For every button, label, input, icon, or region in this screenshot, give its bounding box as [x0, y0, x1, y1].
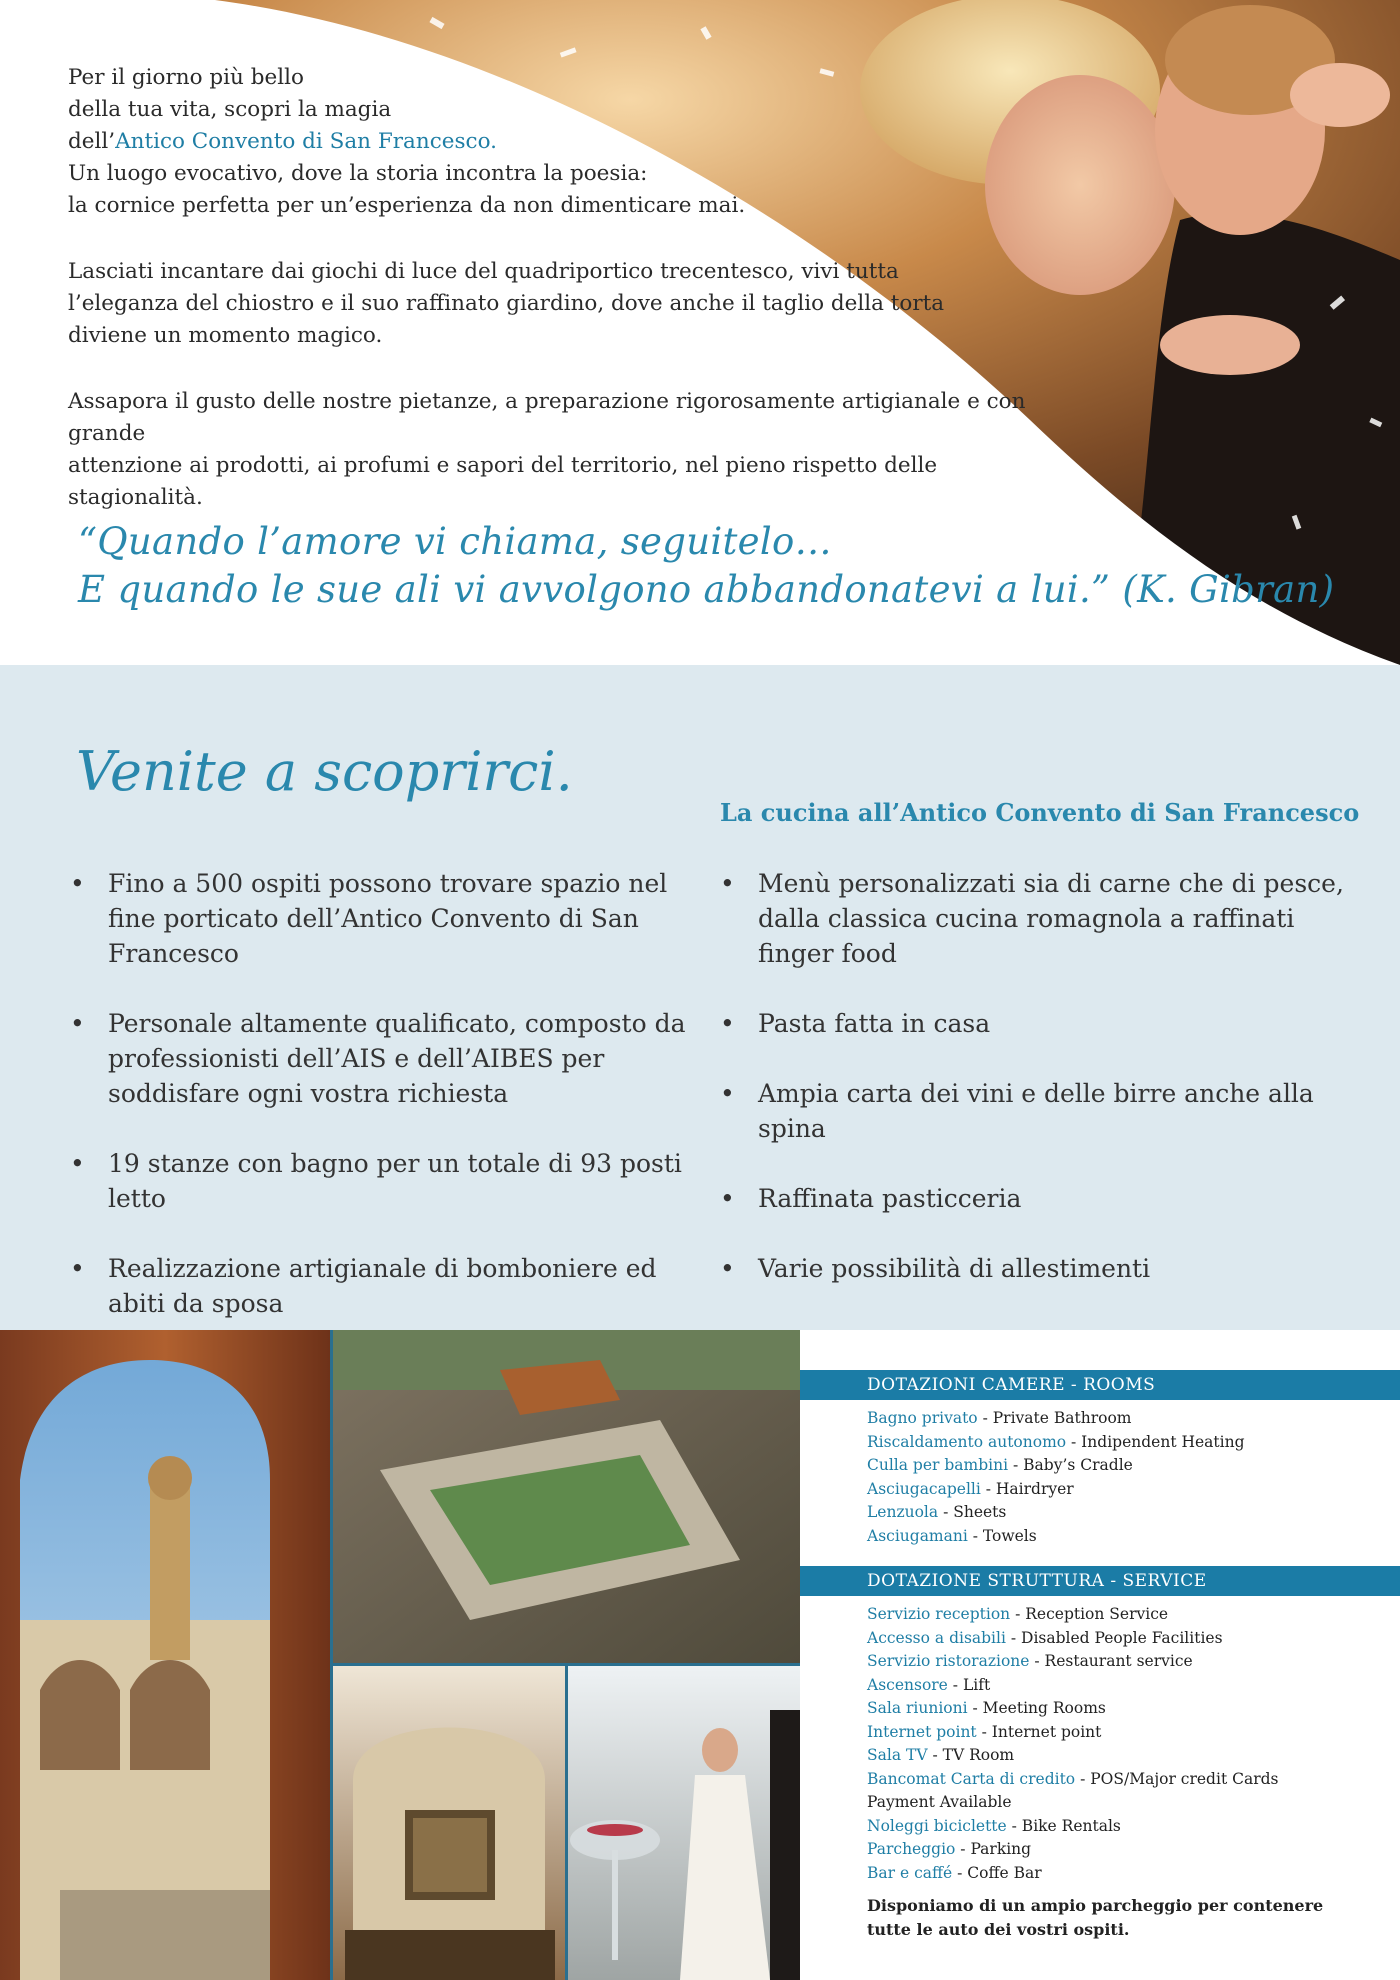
gibran-quote: “Quando l’amore vi chiama, seguitelo… E quando le sue ali vi avvolgono abbandonatevi a lui.” (K. Gibran) — [78, 520, 1335, 611]
list-item: • Personale altamente qualificato, composto da professionisti dell’AIS e dell’AIBES per soddisfare ogni vostra richiesta — [70, 1009, 686, 1108]
list-item: • Fino a 500 ospiti possono trovare spazio nel fine porticato dell’Antico Convento di San Francesco — [70, 869, 668, 968]
intro-paragraph-1: Per il giorno più bello della tua vita, scopri la magia dell’Antico Convento di San Francesco. Un luogo evocativo, dove la storia incontra la poesia: la cornice perfetta per un’esperienza da non dimenticare mai. — [68, 65, 746, 218]
list-item: Ascensore - Lift — [867, 1675, 991, 1694]
service-header: DOTAZIONE STRUTTURA - SERVICE — [800, 1566, 1400, 1596]
list-item: Internet point - Internet point — [867, 1722, 1102, 1741]
list-item: Sala riunioni - Meeting Rooms — [867, 1699, 1106, 1717]
list-item: Bancomat Carta di credito - POS/Major credit Cards — [867, 1769, 1279, 1788]
list-item: Bagno privato - Private Bathroom — [867, 1409, 1132, 1427]
list-item: Culla per bambini - Baby’s Cradle — [867, 1456, 1133, 1474]
service-list — [867, 1603, 1367, 1885]
section-title: Venite a scoprirci. — [76, 740, 573, 803]
cloister-photo — [0, 1330, 330, 1980]
rooms-list — [867, 1407, 1367, 1548]
bride-photo — [568, 1666, 800, 1980]
hall-photo — [333, 1666, 565, 1980]
list-item: Noleggi biciclette - Bike Rentals — [867, 1816, 1121, 1835]
parking-note: Disponiamo di un ampio parcheggio per contenere tutte le auto dei vostri ospiti. — [867, 1896, 1324, 1939]
aerial-photo — [333, 1330, 800, 1663]
intro-text — [68, 62, 1068, 548]
list-item: • Raffinata pasticceria — [720, 1184, 1022, 1213]
convent-photo-collage — [0, 1330, 800, 1980]
list-item: Payment Available — [867, 1793, 1012, 1811]
rooms-header: DOTAZIONI CAMERE - ROOMS — [800, 1370, 1400, 1400]
list-item: • Varie possibilità di allestimenti — [720, 1254, 1151, 1283]
list-item: Asciugacapelli - Hairdryer — [867, 1479, 1074, 1498]
cucina-title: La cucina all’Antico Convento di San Francesco — [720, 798, 1360, 827]
list-item: Riscaldamento autonomo - Indipendent Heating — [867, 1432, 1245, 1451]
list-item: Parcheggio - Parking — [867, 1840, 1032, 1858]
list-item: Servizio reception - Reception Service — [867, 1605, 1169, 1623]
list-item: Sala TV - TV Room — [867, 1746, 1015, 1764]
list-item: • Realizzazione artigianale di bomboniere ed abiti da sposa — [70, 1254, 657, 1318]
list-item: Servizio ristorazione - Restaurant service — [867, 1652, 1193, 1670]
list-item: Asciugamani - Towels — [867, 1526, 1037, 1545]
venue-features-list — [70, 866, 690, 1356]
list-item: Lenzuola - Sheets — [867, 1503, 1007, 1521]
amenities-panel — [800, 1330, 1400, 1980]
list-item: Bar e caffé - Coffe Bar — [867, 1863, 1042, 1882]
list-item: • Pasta fatta in casa — [720, 1009, 991, 1038]
list-item: Accesso a disabili - Disabled People Facilities — [867, 1628, 1223, 1647]
list-item: • 19 stanze con bagno per un totale di 93 posti letto — [70, 1149, 682, 1213]
list-item: • Ampia carta dei vini e delle birre anche alla spina — [720, 1079, 1314, 1143]
venue-name: Antico Convento di San Francesco. — [115, 129, 497, 154]
list-item: • Menù personalizzati sia di carne che di pesce, dalla classica cucina romagnola a raffinati finger food — [720, 869, 1344, 968]
intro-paragraph-2: Lasciati incantare dai giochi di luce del quadriportico trecentesco, vivi tutta l’eleganza del chiostro e il suo raffinato giardino, dove anche il taglio della torta diviene un momento magico. — [68, 259, 945, 348]
intro-paragraph-3: Assapora il gusto delle nostre pietanze, a preparazione rigorosamente artigianale e con grande attenzione ai prodotti, ai profumi e sapori del territorio, nel pieno rispetto delle stagionalità. — [68, 389, 1026, 510]
cucina-features-list — [720, 866, 1360, 1321]
